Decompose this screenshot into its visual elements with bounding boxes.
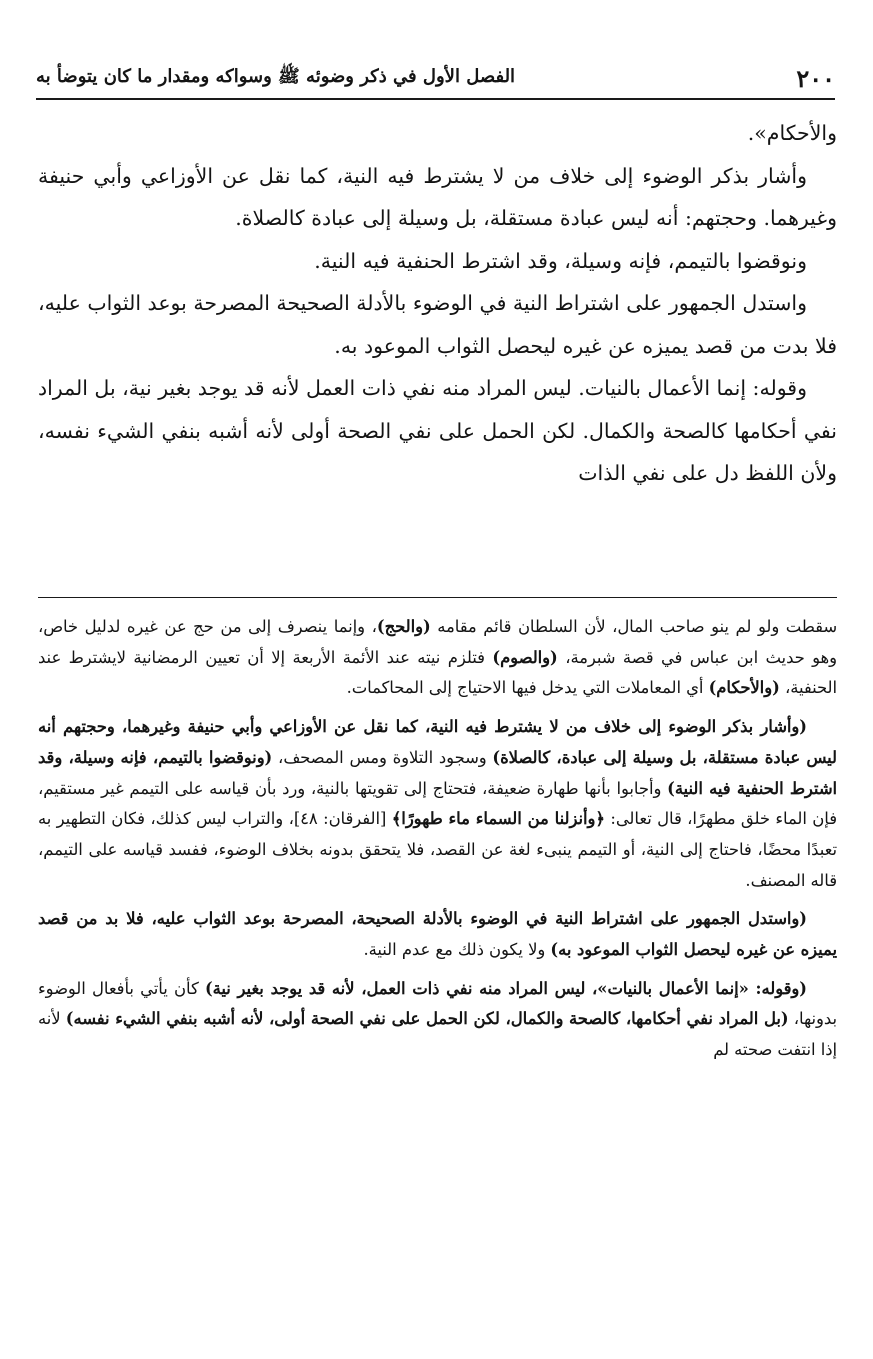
plain-text: وسجود التلاوة ومس المصحف،	[272, 747, 493, 767]
main-paragraph: وقوله: إنما الأعمال بالنيات. ليس المراد منه نفي ذات العمل لأنه قد يوجد بغير نية، بل المراد نفي أحكامها كالصحة والكمال. لكن الحمل على نفي الصحة أولى لأنه أشبه بنفي الشيء نفسه، ولأن اللفظ دل على نفي الذات	[37, 376, 837, 485]
page-number: ٢٠٠	[796, 63, 835, 93]
quran-verse: ﴿وأنزلنا من السماء ماء طهورًا﴾	[391, 809, 605, 829]
main-paragraph: وأشار بذكر الوضوء إلى خلاف من لا يشترط فيه النية، كما نقل عن الأوزاعي وأبي حنيفة وغيرهما. وحجتهم: أنه ليس عبادة مستقلة، بل وسيلة إلى عبادة كالصلاة.	[38, 163, 837, 230]
main-paragraph: والأحكام».	[747, 121, 837, 145]
plain-text: وأجابوا بأنها طهارة ضعيفة، فتحتاج إلى تقويتها بالنية، ورد بأن قياسه على التيمم غير مستقيم، فإن الماء خلق مطهرًا، قال تعالى:	[38, 778, 837, 829]
page-header	[36, 58, 835, 100]
quoted-text: (واستدل الجمهور على اشتراط النية في الوضوء بالأدلة الصحيحة، المصرحة بوعد الثواب عليه، فلا بد من قصد يميزه عن غيره ليحصل الثواب الموعود به)	[38, 909, 837, 960]
quoted-text: (وأشار بذكر الوضوء إلى خلاف من لا يشترط فيه النية، كما نقل عن الأوزاعي وأبي حنيفة وغيرهما، وحجتهم أنه ليس عبادة مستقلة، بل وسيلة إلى عبادة، كالصلاة)	[38, 717, 838, 767]
plain-text: [الفرقان: ٤٨]، والتراب ليس كذلك، فكان التطهير به تعبدًا محضًا، فاحتاج إلى النية، أو التيمم ينبىء لغة عن القصد، فلا يتحقق بدونه بخلاف الوضوء، ففسد قياسه على التيمم، قاله المصنف.	[38, 809, 837, 890]
quoted-text: (بل المراد نفي أحكامها، كالصحة والكمال، لكن الحمل على نفي الصحة أولى، لأنه أشبه بنفي الشيء نفسه)	[65, 1009, 789, 1029]
plain-text: لأنه إذا انتفت صحته لم	[38, 1009, 837, 1060]
commentary-paragraph	[38, 904, 837, 965]
commentary-paragraph	[38, 712, 837, 896]
quoted-text: (والأحكام)	[708, 678, 780, 698]
quoted-text: (وقوله: «إنما الأعمال بالنيات»، ليس المراد منه نفي ذات العمل، لأنه قد يوجد بغير نية)	[204, 978, 807, 998]
main-paragraph: ونوقضوا بالتيمم، فإنه وسيلة، وقد اشترط الحنفية فيه النية.	[314, 248, 807, 273]
plain-text: فتلزم نيته عند الأئمة الأربعة إلا أن تعيين الرمضانية لايشترط عند الحنفية،	[38, 647, 837, 698]
main-text	[38, 112, 837, 495]
commentary-paragraph	[38, 612, 837, 704]
plain-text: ولا يكون ذلك مع عدم النية.	[363, 940, 551, 960]
plain-text: كأن يأتي بأفعال الوضوء بدونها،	[38, 978, 837, 1029]
plain-text: ، وإنما ينصرف إلى من حج عن غيره لدليل خاص، وهو حديث ابن عباس في قصة شبرمة،	[38, 617, 837, 667]
running-title: الفصل الأول في ذكر وضوئه ﷺ وسواكه ومقدار ما كان يتوضأ به	[36, 66, 516, 87]
commentary-text	[38, 612, 837, 1074]
plain-text: أي المعاملات التي يدخل فيها الاحتياج إلى المحاكمات.	[346, 678, 709, 698]
plain-text: سقطت ولو لم ينو صاحب المال، لأن السلطان قائم مقامه	[430, 617, 838, 636]
quoted-text: (ونوقضوا بالتيمم، فإنه وسيلة، وقد اشترط الحنفية فيه النية)	[38, 747, 837, 798]
quoted-text: (والحج)	[376, 617, 431, 636]
main-paragraph: واستدل الجمهور على اشتراط النية في الوضوء بالأدلة الصحيحة المصرحة بوعد الثواب عليه، فلا بدت من قصد يميزه عن غيره ليحصل الثواب الموعود به.	[38, 291, 837, 358]
quoted-text: (والصوم)	[492, 647, 558, 667]
separator-line	[38, 597, 837, 598]
commentary-paragraph	[38, 974, 837, 1066]
